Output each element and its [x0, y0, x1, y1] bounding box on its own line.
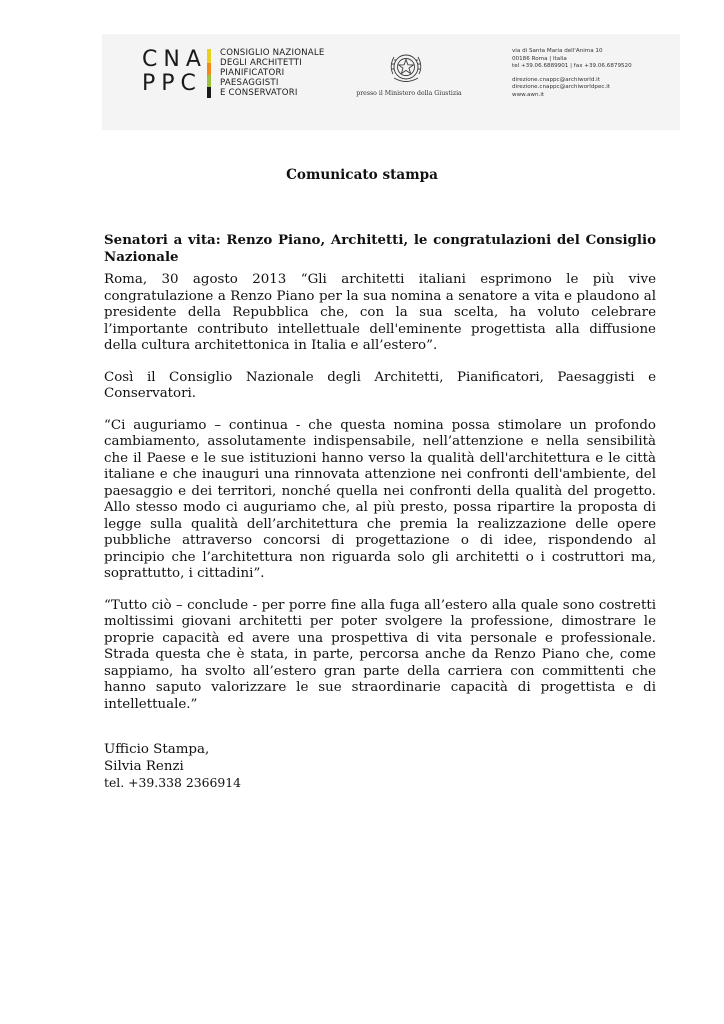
- org-name-line: DEGLI ARCHITETTI: [220, 58, 302, 68]
- stripe-orange: [207, 63, 211, 75]
- email-link[interactable]: direzione.cnappc@archiworld.it: [512, 76, 600, 83]
- italian-republic-emblem-icon: [386, 48, 426, 88]
- org-name-line: PIANIFICATORI: [220, 68, 285, 78]
- email-link[interactable]: direzione.cnappc@archiworldpec.it: [512, 84, 610, 91]
- letterhead: [102, 34, 680, 130]
- logo-line-2: PPC: [142, 71, 202, 96]
- org-name-line: CONSIGLIO NAZIONALE: [220, 48, 325, 58]
- stripe-yellow: [207, 49, 211, 63]
- org-name-line: E CONSERVATORI: [220, 88, 298, 98]
- paragraph: Roma, 30 agosto 2013 “Gli architetti italiani esprimono le più vive congratulazione a Renzo Piano per la sua nomina a senatore a vita e plaudono al presidente della Repubblica che, con la sua scelta, ha voluto celebrare l’importante contributo intellettuale dell'eminente progettista alla diffusione della cultura architettonica in Italia e all’estero”.: [104, 272, 656, 353]
- address-line: via di Santa Maria dell'Anima 10: [512, 48, 603, 54]
- page-title: Comunicato stampa: [286, 167, 438, 183]
- contact-info: [512, 48, 632, 100]
- signature-phone: tel. +39.338 2366914: [104, 775, 242, 790]
- stripe-green: [207, 75, 211, 87]
- headline: Senatori a vita: Renzo Piano, Architetti, le congratulazioni del Consiglio Nazionale: [104, 232, 656, 265]
- paragraph: “Ci auguriamo – continua - che questa nomina possa stimolare un profondo cambiamento, assolutamente indispensabile, nell’attenzione e nella sensibilità che il Paese e le sue istituzioni hanno verso la qualità dell'architettura e le città italiane e che inauguri una rinnovata attenzione nei confronti dell'ambiente, del paesaggio e dei territori, nonché quella nei confronti della qualità del progetto. Allo stesso modo ci auguriamo che, al più presto, possa ripartire la proposta di legge sulla qualità dell’architettura che premia la realizzazione delle opere pubbliche attraverso concorsi di progettazione o di idee, rispondendo al principio che l’architettura non riguarda solo gli architetti o i costruttori ma, soprattutto, i cittadini”.: [104, 417, 656, 581]
- paragraph: “Tutto ciò – conclude - per porre fine alla fuga all’estero alla quale sono costretti moltissimi giovani architetti per poter svolgere la professione, dimostrare le proprie capacità ed avere una prospettiva di vita personale e professionale. Strada questa che è stata, in parte, percorsa anche da Renzo Piano che, come sappiamo, ha svolto all’estero gran parte della carriera con committenti che hanno saputo valorizzare le sue straordinarie capacità di progettista e di intellettuale.”: [104, 597, 656, 712]
- paragraph: Così il Consiglio Nazionale degli Architetti, Pianificatori, Paesaggisti e Conservatori.: [104, 369, 656, 401]
- signature-name: Silvia Renzi: [104, 758, 184, 774]
- signature-block: [104, 742, 656, 792]
- document-body: [104, 232, 656, 792]
- logo-line-1: CNA: [142, 47, 207, 72]
- org-name: [220, 48, 324, 98]
- address-line: 00186 Roma | Italia: [512, 55, 567, 62]
- phone-fax: tel +39.06.6889901 | fax +39.06.6879520: [512, 63, 632, 70]
- logo-color-stripe: [207, 49, 211, 98]
- signature-office: Ufficio Stampa,: [104, 742, 210, 757]
- org-name-line: PAESAGGISTI: [220, 78, 279, 88]
- ministry-label: presso il Ministero della Giustizia: [356, 90, 462, 97]
- cnappc-logo: [142, 48, 207, 96]
- website-link[interactable]: www.awn.it: [512, 91, 545, 98]
- stripe-black: [207, 87, 211, 98]
